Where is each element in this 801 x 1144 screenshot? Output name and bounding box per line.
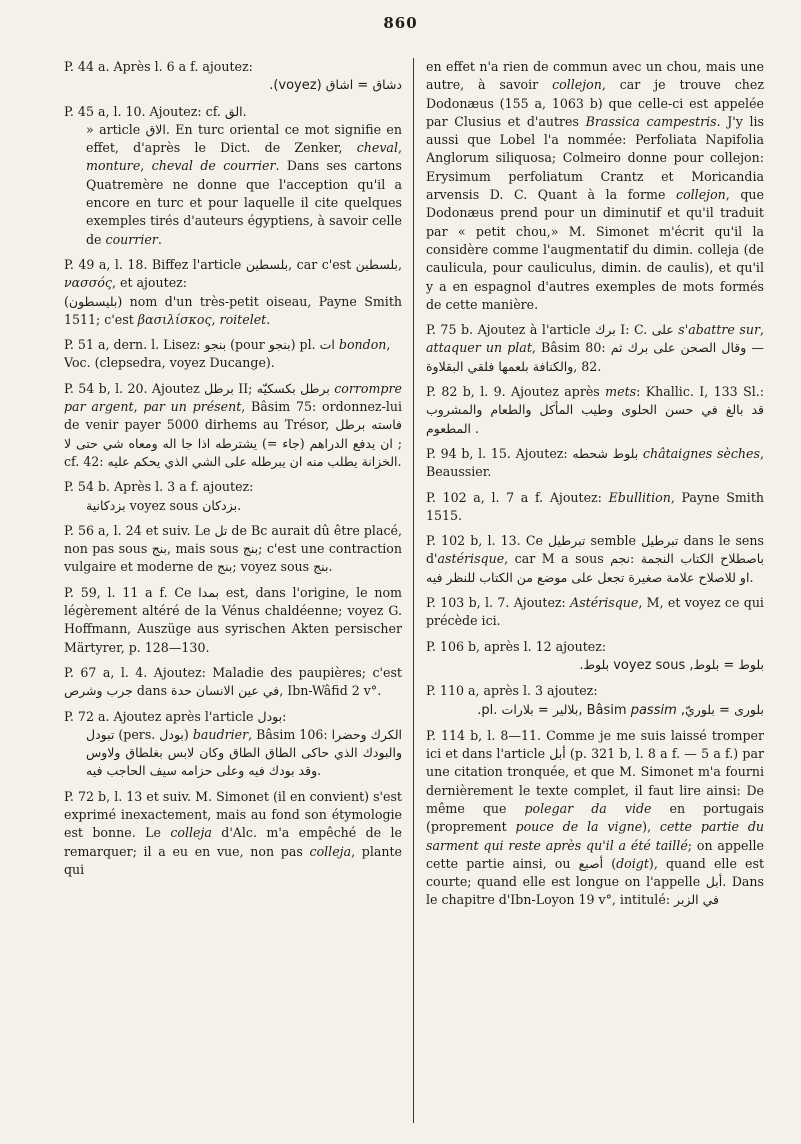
entry-p114b — [426, 727, 764, 910]
arabic-text: الحاجب — [106, 763, 146, 779]
entry-p44a — [64, 58, 402, 96]
italic-text: collejon — [552, 77, 602, 93]
arabic-text: تبرطيل — [641, 533, 679, 549]
entry-text: Ajoutez après l'article بودل: — [113, 708, 287, 724]
arabic-text: بودل — [159, 726, 184, 742]
italic-text: cheval — [356, 140, 398, 156]
arabic-text: الكرك وكان لابس بغلطاق ولاوس — [86, 726, 402, 761]
arabic-text: والبودك الذي فيه — [86, 745, 402, 779]
arabic-text: بلورى — [734, 701, 764, 717]
arabic-text: اشاق — [325, 77, 354, 93]
entry-label: P. 56 a, — [64, 522, 110, 538]
arabic-text: وقال — [721, 340, 747, 356]
entry-p45a — [64, 103, 402, 249]
arabic-text: نجم — [610, 551, 631, 567]
arabic-text: برك — [627, 340, 649, 356]
arabic-text: وقد بودك فيه — [248, 763, 318, 779]
entry-label: P. 75 b. — [426, 322, 474, 338]
arabic-text: بلوط شحطه — [572, 445, 639, 461]
page-number: 860 — [383, 14, 418, 32]
entry-label: P. 44 a. — [64, 59, 110, 74]
entry-label: P. 114 b, — [426, 727, 483, 743]
entry-text: dern. l. Lisez: بنجو (pour بنجو) pl. ات bondon, — [113, 337, 391, 353]
italic-text: attaquer un plat — [426, 340, 532, 356]
entry-text: l. 24 et suiv. Le تل de Bc aurait dû être placé, non pas sous بنج, mais sous بنج; c'est une contraction vulgaire et moderne de بنج; voyez sous بنج. — [64, 522, 402, 575]
arabic-text: الخزانة — [361, 453, 398, 469]
right-column — [426, 58, 764, 1133]
arabic-text: بمدا — [198, 584, 220, 600]
entry-text: l. 11 a f. Ce بمدا est, dans l'origine, le nom légèrement altéré de la Vénus chaldéenne; voyez G. Hoffmann, Auszüge aus syrischen Akten persischer Märtyrer, p. 128—130. — [64, 584, 402, 655]
arabic-text: حدة — [171, 683, 192, 699]
arabic-text: فلقي — [467, 358, 495, 374]
italic-text: monture — [86, 158, 141, 174]
arabic-text: جاء — [282, 435, 300, 451]
entry-label: P. 102 a, — [426, 489, 485, 505]
arabic-text: بكسكيّه — [256, 380, 296, 396]
entry-p59 — [64, 584, 402, 657]
entry-p54b-b — [64, 478, 402, 515]
entry-p103b — [426, 594, 764, 631]
entry-p110a — [426, 682, 764, 720]
entry-p72b — [64, 788, 402, 879]
italic-text: colleja — [309, 843, 352, 859]
arabic-text: الصحن — [680, 340, 717, 356]
arabic-text: فاسته برطل اله ومعاه شي حتى لا — [64, 417, 402, 451]
arabic-text: تبرطيل — [548, 533, 586, 549]
entry-p102b — [426, 532, 764, 587]
entry-p82b — [426, 383, 764, 438]
italic-text: cette partie du sarment qui reste après qu'il a été taillé — [426, 819, 764, 853]
entry-text: تبودل (pers. بودل) baudrier, Bâsim 106: وحضرا الكرك وكان لابس بغلطاق ولاوس الطاق حاكى الطاق والبودك الذي فيه الحاجب وعلى حزامه سيف وقد بودك فيه. — [86, 726, 402, 779]
entry-p102a — [426, 489, 764, 526]
arabic-text: في الزبر — [674, 892, 719, 908]
entry-text: l. 9. Ajoutez après mets: Khallic. I, 133 Sl.: قد بالغ في حسن الحلوى وطيب المأكل والطعام والمشروب المطعوم . — [426, 384, 764, 436]
entry-text: Après l. 6 a f. ajoutez: — [113, 59, 253, 74]
entry-text: (بليسطون) nom d'un très-petit oiseau, Payne Smith 1511; c'est βασιλίσκος, roitelet. — [64, 293, 402, 327]
italic-text: collejon — [676, 187, 726, 203]
arabic-text: أبل — [549, 746, 566, 762]
entry-label: P. 67 a, — [64, 664, 115, 680]
italic-text: colleja — [170, 825, 212, 841]
entry-text: Ajoutez à l'article برك I: C. على s'abattre sur, attaquer un plat, Bâsim 80: ثم برك على الصحن وقال — البقلاوة فلقي بلعمها والكنافة, 82. — [426, 322, 764, 374]
arabic-text: تبودل — [86, 726, 115, 742]
arabic-text: الطاق — [229, 745, 261, 761]
greek-text: βασιλίσκος — [137, 311, 212, 327]
entry-label: P. 59, — [64, 584, 101, 600]
arabic-text: بنج — [242, 541, 259, 557]
arabic-text: ات — [319, 337, 335, 353]
arabic-text: المطعوم — [426, 420, 471, 436]
entry-p67a — [64, 664, 402, 701]
arabic-text: بلوط — [738, 656, 764, 672]
entry-label: P. 54 b, — [64, 380, 111, 396]
arabic-text: بلوريّ — [685, 701, 715, 717]
arabic-text: أصبع — [578, 855, 604, 871]
arabic-text: بلعمها — [498, 358, 529, 374]
arabic-text: او للاصلاح — [698, 569, 750, 585]
italic-text: Ebullition — [608, 489, 671, 505]
italic-text: châtaignes sèches — [642, 445, 760, 461]
arabic-text: ثم — [610, 340, 623, 356]
entry-p56a — [64, 522, 402, 577]
arabic-text: وعلى حزامه سيف — [149, 763, 245, 779]
entry-p51a — [64, 336, 402, 373]
arabic-text: على — [651, 322, 674, 338]
arabic-text: ان يدفع الدراهم — [309, 435, 393, 451]
entry-text: après l. 12 ajoutez: — [484, 638, 607, 654]
arabic-text: والكنافة — [532, 358, 574, 374]
arabic-text: النجمة — [640, 551, 674, 567]
entry-p94b — [426, 445, 764, 482]
arabic-text: بلوط — [693, 656, 720, 672]
italic-text: baudrier — [192, 726, 249, 742]
entry-text: l. 8—11. Comme je me suis laissé tromper ici et dans l'article أبل (p. 321 b, l. 8 a f. — 5 a f.) par une citation tronquée, et que M. Simonet m'a fourni dernièrement le texte complet, il faut lire ainsi: De même que polegar da vide en portugais (proprement pouce de la vigne), cette partie du sarment qui reste après qu'il a été taillé; on appelle cette partie ainsi, ou أصبع (doigt), quand elle est courte; quand elle est longue on l'appelle أبل. Dans le chapitre d'Ibn-Loyon 19 v°, intitulé: في الزبر — [426, 727, 764, 908]
arabic-text: برك — [595, 322, 616, 338]
italic-text: polegar da vide — [524, 800, 652, 816]
italic-text: courrier — [105, 231, 158, 247]
arabic-text: بنج — [151, 541, 168, 557]
entry-text: l. 7 a f. Ajoutez: Ebullition, Payne Smith 1515. — [426, 489, 764, 523]
arabic-text: بنجو — [204, 337, 227, 353]
entry-label: P. 49 a, — [64, 256, 111, 272]
entry-text: l. 7. Ajoutez: Astérisque, M, et voyez ce qui précède ici. — [426, 595, 764, 629]
italic-text: s'abattre sur — [678, 322, 760, 338]
italic-text: doigt — [616, 855, 649, 871]
arabic-text: بلوط — [583, 656, 610, 672]
greek-text: νασσός — [64, 275, 112, 291]
entry-continuation — [426, 58, 764, 314]
arabic-text: بلالير — [552, 701, 579, 717]
entry-text: بزدكانية voyez sous بزدكان. — [86, 497, 242, 513]
arabic-text: دشاق — [372, 77, 402, 93]
arabic-text: أبل — [705, 874, 723, 890]
arabic-text: تل — [214, 522, 228, 538]
entry-text: l. 4. Ajoutez: Maladie des paupières; c'est جرب وشرص dans حدة في عين الانسان, Ibn-Wâfid 2 v°. — [64, 664, 402, 699]
entry-text: بلورى = بلوريّ, pl. بلارات = بلالير, Bâsim passim. — [477, 701, 764, 718]
italic-text: passim — [630, 702, 677, 718]
entry-text: l. 10. Ajoutez: cf. الق. — [113, 103, 247, 119]
arabic-text: جرب وشرص — [64, 683, 133, 699]
arabic-text: باصطلاح الكتاب — [680, 551, 764, 567]
italic-text: Brassica campestris — [585, 113, 717, 129]
arabic-text: بلارات — [501, 701, 534, 717]
entry-text: après l. 3 ajoutez: — [483, 683, 598, 699]
italic-text: cheval de courrier — [151, 158, 276, 174]
entry-p106b — [426, 638, 764, 676]
entry-text: » article الاق. En turc oriental ce mot signifie en effet, d'après le Dict. de Zenker, cheval, monture, cheval de courrier. Dans ses cartons Quatremère ne donne que l'acception qu'il a encore en turc et pour laquelle il cite quelques exemples tirés d'auteurs égyptiens, à savoir celle de courrier. — [86, 121, 402, 247]
entry-label: P. 45 a, — [64, 103, 110, 119]
entry-p49a — [64, 256, 402, 329]
entry-text: l. 20. Ajoutez برطل II; بكسكيّه برطل corrompre par argent, par un présent, Bâsim 75: ordonnez-lui de venir payer 5000 dirhems au Trésor, فاسته برطل اله ومعاه شي حتى لا يشترطه اذا جا (= جاء) ان يدفع الدراهم ; cf. 42: يطلب منه ان يبرطله على الشي الذي يحكم عليه الخزانة. — [64, 380, 402, 469]
arabic-text: بنج — [217, 559, 233, 575]
arabic-text: بلسطين — [245, 256, 289, 272]
arabic-text: الق — [224, 103, 243, 119]
arabic-text: في عين الانسان — [195, 683, 280, 699]
arabic-text: بودل — [257, 708, 283, 724]
entry-text: en effet n'a rien de commun avec un chou, mais une autre, à savoir collejon, car je trouve chez Dodonæus (155 a, 1063 b) que celle-ci est appelée par Clusius et d'autres Brassica campestris. J'y lis aussi que Lobel l'a nommée: Perfoliata Napifolia Anglorum siliquosa; Colmeiro donne pour collejon: Erysimum perfoliatum Crantz et Moricandia arvensis D. C. Quant à la forme collejon, que Dodonæus prend pour un diminutif et qu'il traduit par « petit chou,» M. Simonet m'écrit qu'il la considère comme l'augmentatif du dimin. colleja (de caulicula, pour cauliculus, dimin. de caulis), et qu'il y a en espagnol d'autres exemples de mots formés de cette manière. — [426, 59, 764, 312]
entry-text: l. 18. Biffez l'article بلسطين, car c'est بلسطين, νασσός, et ajoutez: — [64, 256, 402, 291]
arabic-text: علامة صغيرة تجعل على موضع من الكتاب للنظر فيه — [426, 569, 695, 585]
italic-text: Astérisque — [570, 595, 639, 611]
italic-text: par un présent — [143, 399, 242, 415]
italic-text: roitelet — [219, 311, 267, 327]
arabic-text: البقلاوة — [426, 358, 464, 374]
arabic-text: وحضرا — [331, 726, 367, 742]
arabic-text: بنجو — [268, 337, 291, 353]
entry-text: Voc. (clepsedra, voyez Ducange). — [64, 355, 275, 371]
entry-label: P. 106 b, — [426, 638, 481, 654]
entry-text: l. 15. Ajoutez: بلوط شحطه châtaignes sèches, Beaussier. — [426, 445, 764, 480]
left-column — [64, 58, 402, 1133]
arabic-text: بنج — [313, 559, 329, 575]
entry-label: P. 54 b. — [64, 479, 111, 495]
entry-label: P. 72 a. — [64, 708, 110, 724]
italic-text: astérisque — [437, 551, 505, 567]
column-divider — [413, 58, 414, 1123]
entry-text: l. 13 et suiv. M. Simonet (il en convient) s'est exprimé inexactement, mais au fond son étymologie est bonne. Le colleja d'Alc. m'a empêché de le remarquer; il a eu en vue, non pas colleja, plante qui — [64, 788, 402, 877]
arabic-text: برطل — [300, 380, 330, 396]
italic-text: bondon — [338, 337, 387, 353]
italic-text: corrompre par argent — [64, 380, 402, 415]
italic-text: pouce de la vigne — [515, 819, 643, 835]
entry-text: بلوط = بلوط, voyez sous بلوط. — [579, 656, 764, 673]
italic-text: mets — [605, 384, 637, 400]
entry-p54b-a — [64, 380, 402, 471]
arabic-text: قد بالغ في حسن الحلوى وطيب المأكل والطعام والمشروب — [426, 402, 764, 418]
arabic-text: برطل — [204, 380, 234, 396]
arabic-text: حاكى الطاق — [265, 745, 330, 761]
entry-label: P. 72 b, — [64, 788, 111, 804]
entry-label: P. 103 b, — [426, 595, 481, 611]
arabic-text: يشترطه اذا جا — [181, 435, 258, 451]
entry-text: Après l. 3 a f. ajoutez: — [114, 479, 254, 495]
arabic-text: الاق — [145, 121, 166, 137]
entry-p75b — [426, 321, 764, 376]
arabic-text: يطلب منه ان يبرطله على الشي الذي يحكم عليه — [107, 453, 358, 469]
entry-label: P. 94 b, — [426, 445, 474, 461]
entry-label: P. 110 a, — [426, 683, 480, 699]
entry-text: دشاق = اشاق (voyez). — [269, 77, 402, 94]
entry-label: P. 102 b, — [426, 533, 483, 549]
arabic-text: بزدكانية — [86, 497, 126, 513]
entry-text: l. 13. Ce تبرطيل semble تبرطيل dans le sens d'astérisque, car M a sous نجم: النجمة باصطلاح الكتاب علامة صغيرة تجعل على موضع من الكتاب للنظر فيه او للاصلاح. — [426, 533, 764, 585]
arabic-text: بلسطين — [355, 256, 398, 272]
entry-label: P. 51 a, — [64, 337, 110, 353]
arabic-text: بزدكان — [202, 497, 238, 513]
entry-label: P. 82 b, — [426, 384, 475, 400]
arabic-text: بليسطون — [68, 293, 118, 309]
entry-p72a — [64, 708, 402, 781]
arabic-text: على — [653, 340, 676, 356]
